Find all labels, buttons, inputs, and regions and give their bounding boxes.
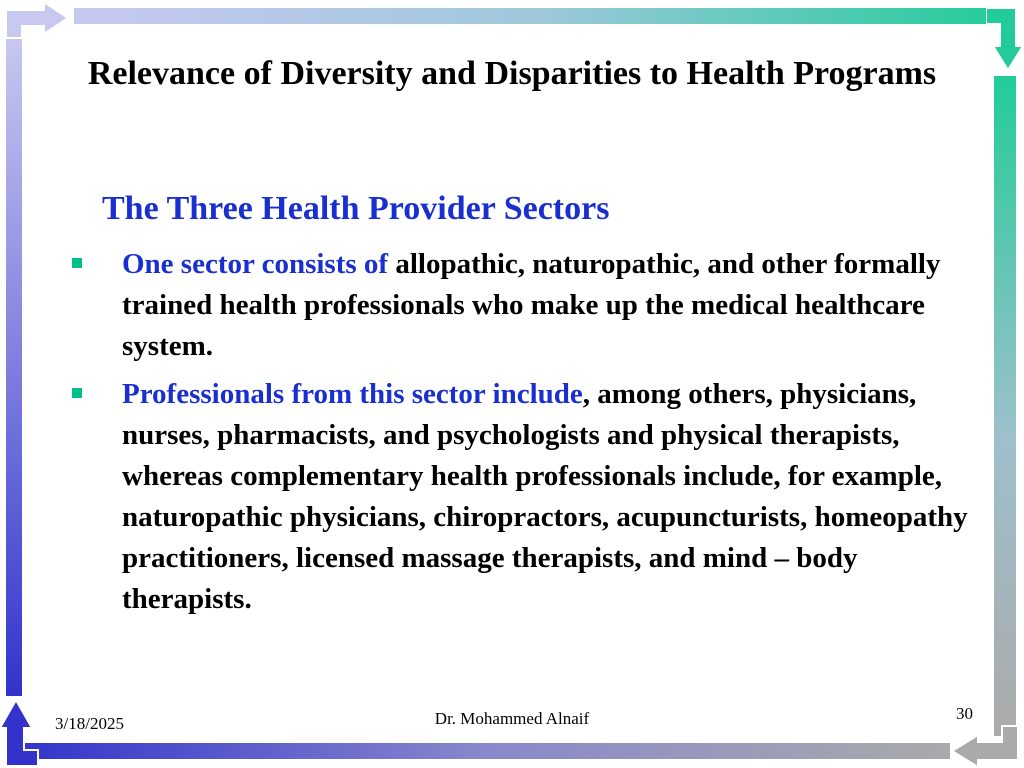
bullet-lead: Professionals from this sector include [122,378,583,410]
bullet-text [122,244,970,367]
arrow-left-icon [948,724,1024,768]
slide-title: Relevance of Diversity and Disparities to Health Programs [87,55,937,92]
bullet-body: allopathic, naturopathic, and other formally trained health professionals who make up the medical healthcare system. [122,248,941,362]
arrow-right-icon [4,0,76,40]
arrow-up-icon [0,696,40,768]
bullet-body: , among others, physicians, nurses, pharmacists, and psychologists and physical therapists, whereas complementary health professionals include, for example, naturopathic physicians, chiropractors, acupuncturists, homeopathy practitioners, licensed massage therapists, and mind – body therapists. [122,378,968,615]
arrow-down-icon [986,6,1024,72]
footer-date: 3/18/2025 [55,714,124,733]
bullet-lead: One sector consists of [122,248,389,280]
frame-left-bar [6,34,22,696]
square-bullet-icon [72,388,82,398]
frame-bottom-bar [18,743,950,759]
frame-right-bar [994,76,1016,736]
square-bullet-icon [72,258,82,268]
bullet-text [122,374,970,620]
slide-subtitle: The Three Health Provider Sectors [102,190,610,227]
frame-top-bar [74,8,1004,24]
footer-author: Dr. Mohammed Alnaif [434,709,590,728]
page-number: 30 [956,704,973,723]
